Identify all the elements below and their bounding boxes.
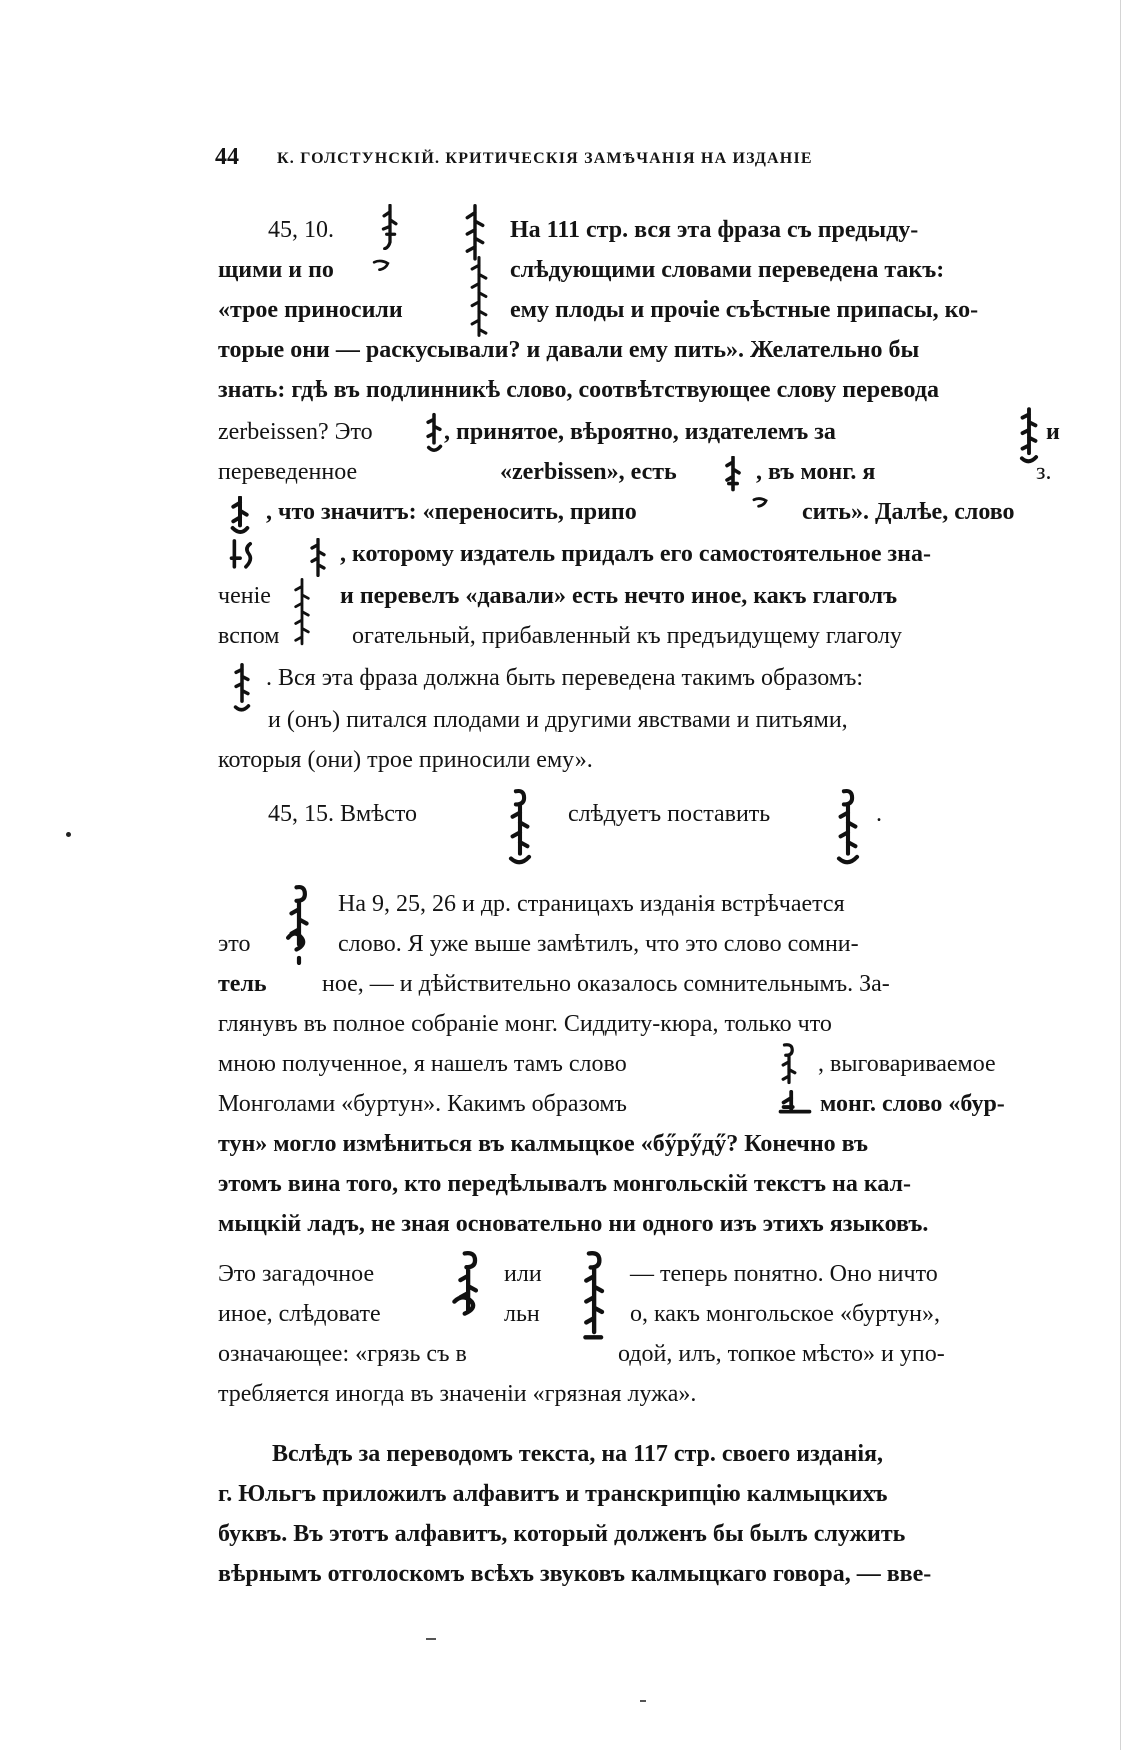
text-line: вѣрнымъ отголоскомъ всѣхъ звуковъ калмыцкаго говора, — вве- — [218, 1561, 932, 1587]
text-line: Это загадочное — [218, 1261, 375, 1287]
scan-speck — [640, 1700, 646, 1702]
mongolian-word-glyph-19 — [446, 1250, 492, 1336]
running-head — [215, 144, 1055, 174]
text-line: вспом — [218, 623, 280, 649]
text-line: огательный, прибавленный къ предъидущему глаголу — [352, 623, 903, 649]
text-line: . Вся эта фраза должна быть переведена такимъ образомъ: — [266, 665, 864, 691]
text-line: знать: гдѣ въ подлинникѣ слово, соотвѣтствующее слову перевода — [218, 377, 939, 403]
mongolian-word-glyph-2 — [460, 204, 490, 264]
text-line: На 9, 25, 26 и др. страницахъ изданія встрѣчается — [338, 891, 845, 917]
mongolian-word-glyph-15 — [834, 788, 862, 870]
text-line: глянувъ въ полное собраніе монг. Сиддиту-кюра, только что — [218, 1011, 832, 1037]
text-line: з. — [1036, 459, 1052, 485]
mongolian-word-glyph-10 — [228, 538, 258, 574]
text-line: слѣдуетъ поставить — [568, 801, 771, 827]
text-line: и — [1046, 419, 1060, 445]
text-line: «трое приносили — [218, 297, 403, 323]
text-line: тун» могло измѣниться въ калмыцкое «бӳрӳдӳ? Конечно въ — [218, 1131, 869, 1157]
mongolian-word-glyph-17 — [778, 1040, 800, 1090]
mongolian-word-glyph-19b — [572, 1250, 618, 1346]
text-line: , принятое, вѣроятно, издателемъ за — [444, 419, 836, 445]
text-line: сить». Далѣе, слово — [802, 499, 1015, 525]
text-line: и перевелъ «давали» есть нечто иное, какъ глаголъ — [340, 583, 898, 609]
text-line: На 111 стр. вся эта фраза съ предыду- — [510, 217, 919, 243]
text-line: буквъ. Въ этотъ алфавитъ, который долженъ бы былъ служить — [218, 1521, 906, 1547]
text-line: или — [504, 1261, 542, 1287]
text-line: ему плоды и прочіе съѣстные припасы, ко- — [510, 297, 979, 323]
text-line: мыцкій ладъ, не зная основательно ни одного изъ этихъ языковъ. — [218, 1211, 929, 1237]
text-line: монг. слово «бур- — [820, 1091, 1005, 1117]
mongolian-word-glyph-5 — [424, 410, 444, 458]
scan-speck — [426, 1638, 436, 1640]
mongolian-word-glyph-9 — [752, 496, 768, 510]
text-line: zerbeissen? Это — [218, 419, 373, 445]
text-line: 45, 15. Вмѣсто — [268, 801, 418, 827]
mongolian-word-glyph-3 — [372, 258, 390, 274]
text-line: торые они — раскусывали? и давали ему пить». Желательно бы — [218, 337, 920, 363]
mongolian-word-glyph-12 — [290, 578, 314, 648]
mongolian-word-glyph-4 — [466, 256, 492, 340]
text-line: требляется иногда въ значеніи «грязная лужа». — [218, 1381, 697, 1407]
text-line: одой, илъ, топкое мѣсто» и упо- — [618, 1341, 945, 1367]
text-line: иное, слѣдовате — [218, 1301, 381, 1327]
text-line: , что значитъ: «переносить, припо — [266, 499, 637, 525]
text-line: щими и по — [218, 257, 334, 283]
text-line: ное, — и дѣйствительно оказалось сомнительнымъ. За- — [322, 971, 890, 997]
text-line: «zerbissen», есть — [500, 459, 677, 485]
text-line: переведенное — [218, 459, 358, 485]
text-line: г. Юльгъ приложилъ алфавитъ и транскрипцію калмыцкихъ — [218, 1481, 888, 1507]
text-line: , выговариваемое — [818, 1051, 996, 1077]
mongolian-word-glyph-11 — [306, 538, 330, 578]
mongolian-word-glyph-8 — [228, 496, 252, 536]
text-line: которыя (они) трое приносили ему». — [218, 747, 593, 773]
text-line: это — [218, 931, 251, 957]
text-line: и (онъ) питался плодами и другими явствами и питьями, — [268, 707, 848, 733]
text-line: , въ монг. я — [756, 459, 876, 485]
text-line: о, какъ монгольское «буртун», — [630, 1301, 940, 1327]
page-number: 44 — [215, 144, 239, 170]
mongolian-word-glyph-7 — [722, 456, 744, 492]
text-line: Вслѣдъ за переводомъ текста, на 117 стр. своего изданія, — [272, 1441, 883, 1467]
text-line: , которому издатель придалъ его самостоятельное зна- — [340, 541, 931, 567]
text-line: мною полученное, я нашелъ тамъ слово — [218, 1051, 627, 1077]
text-line: означающее: «грязь съ в — [218, 1341, 467, 1367]
text-line: слово. Я уже выше замѣтилъ, что это слово сомни- — [338, 931, 859, 957]
text-line: слѣдующими словами переведена такъ: — [510, 257, 945, 283]
text-line: — теперь понятно. Оно ничто — [630, 1261, 938, 1287]
text-line: 45, 10. — [268, 217, 334, 243]
mongolian-word-glyph-16 — [282, 884, 316, 968]
mongolian-word-glyph-14 — [506, 788, 534, 870]
mongolian-word-glyph-13 — [232, 660, 252, 720]
text-line: этомъ вина того, кто передѣлывалъ монгольскій текстъ на кал- — [218, 1171, 911, 1197]
text-line: льн — [504, 1301, 540, 1327]
mongolian-word-glyph-1 — [378, 204, 402, 250]
running-title: К. ГОЛСТУНСКІЙ. КРИТИЧЕСКІЯ ЗАМѢЧАНІЯ НА ИЗДАНІЕ — [277, 150, 813, 167]
text-line: Монголами «буртун». Какимъ образомъ — [218, 1091, 627, 1117]
text-line: . — [876, 801, 882, 827]
mongolian-word-glyph-18 — [776, 1090, 814, 1118]
text-line: ченіе — [218, 583, 271, 609]
scan-speck — [66, 832, 71, 837]
text-line: тель — [218, 971, 267, 997]
mongolian-word-glyph-6 — [1018, 406, 1040, 468]
page-edge — [1120, 0, 1121, 1750]
